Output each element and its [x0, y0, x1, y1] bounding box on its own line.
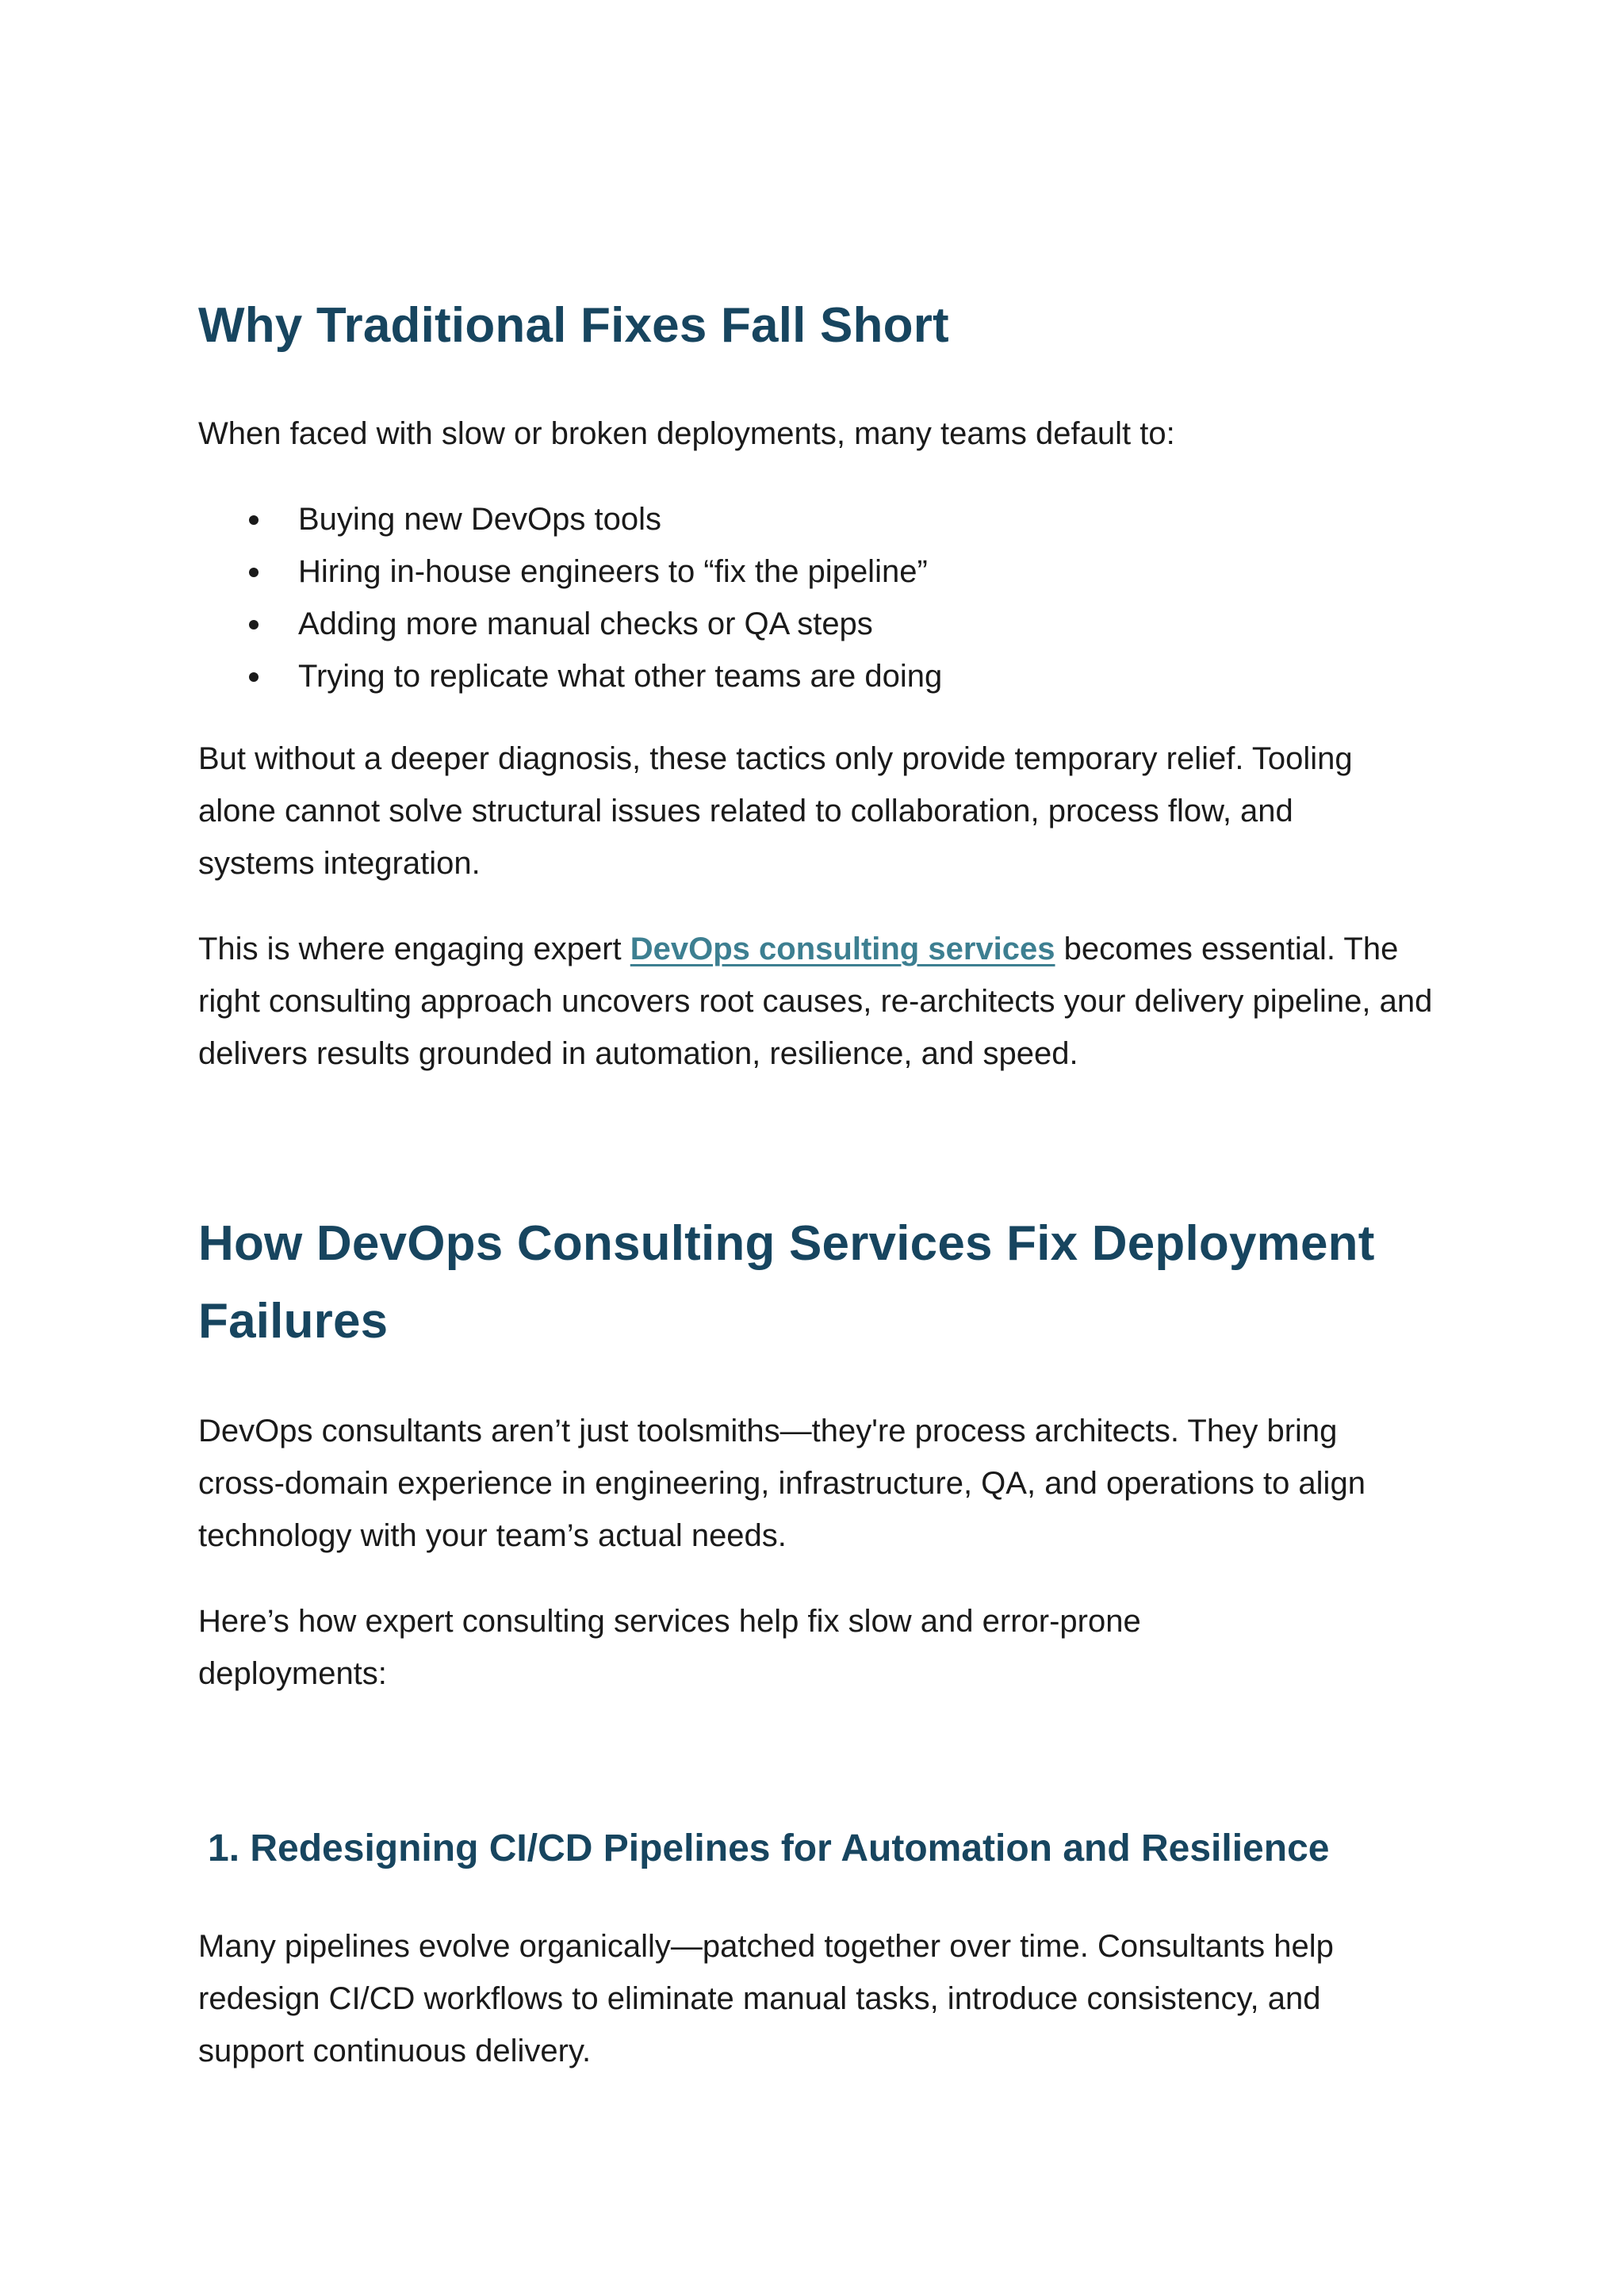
- subheading-redesigning-cicd: 1. Redesigning CI/CD Pipelines for Automation and Resilience: [208, 1827, 1330, 1869]
- consultants-paragraph: DevOps consultants aren’t just toolsmiths—they're process architects. They bring cross-domain experience in engineering, infrastructure, QA, and operations to align technology with your team’s actual needs.: [198, 1414, 1365, 1553]
- list-item: [198, 650, 1435, 702]
- how-it-helps-paragraph: Here’s how expert consulting services help fix slow and error-prone deployments:: [198, 1604, 1141, 1691]
- bullet-icon: [249, 568, 259, 577]
- consulting-paragraph-rest: becomes essential. The right consulting approach uncovers root causes, re-architects your delivery pipeline, and delivers results grounded in automation, resilience, and speed.: [198, 932, 1433, 1071]
- section-heading-how-devops: How DevOps Consulting Services Fix Deployment Failures: [198, 1216, 1375, 1349]
- list-item: [198, 545, 1435, 598]
- list-item-text: Hiring in-house engineers to “fix the pipeline”: [298, 554, 928, 589]
- consulting-paragraph-lead: This is where engaging expert: [198, 932, 630, 966]
- consulting-paragraph: [198, 923, 1439, 1080]
- devops-consulting-services-link[interactable]: DevOps consulting services: [630, 932, 1055, 966]
- list-item-text: Trying to replicate what other teams are doing: [298, 659, 943, 694]
- default-tactics-list: [198, 493, 1435, 702]
- pipelines-paragraph: Many pipelines evolve organically—patched together over time. Consultants help redesign CI/CD workflows to eliminate manual tasks, introduce consistency, and support continuous delivery.: [198, 1929, 1334, 2068]
- bullet-icon: [249, 515, 259, 525]
- list-item: [198, 493, 1435, 545]
- list-item-text: Buying new DevOps tools: [298, 502, 662, 537]
- bullet-icon: [249, 620, 259, 629]
- section-heading-traditional-fixes: Why Traditional Fixes Fall Short: [198, 298, 949, 353]
- list-item: [198, 598, 1435, 650]
- list-item-text: Adding more manual checks or QA steps: [298, 607, 873, 641]
- diagnosis-paragraph: But without a deeper diagnosis, these tactics only provide temporary relief. Tooling alone cannot solve structural issues related to collaboration, process flow, and systems integration.: [198, 741, 1353, 881]
- bullet-icon: [249, 672, 259, 682]
- intro-paragraph: When faced with slow or broken deployments, many teams default to:: [198, 416, 1175, 451]
